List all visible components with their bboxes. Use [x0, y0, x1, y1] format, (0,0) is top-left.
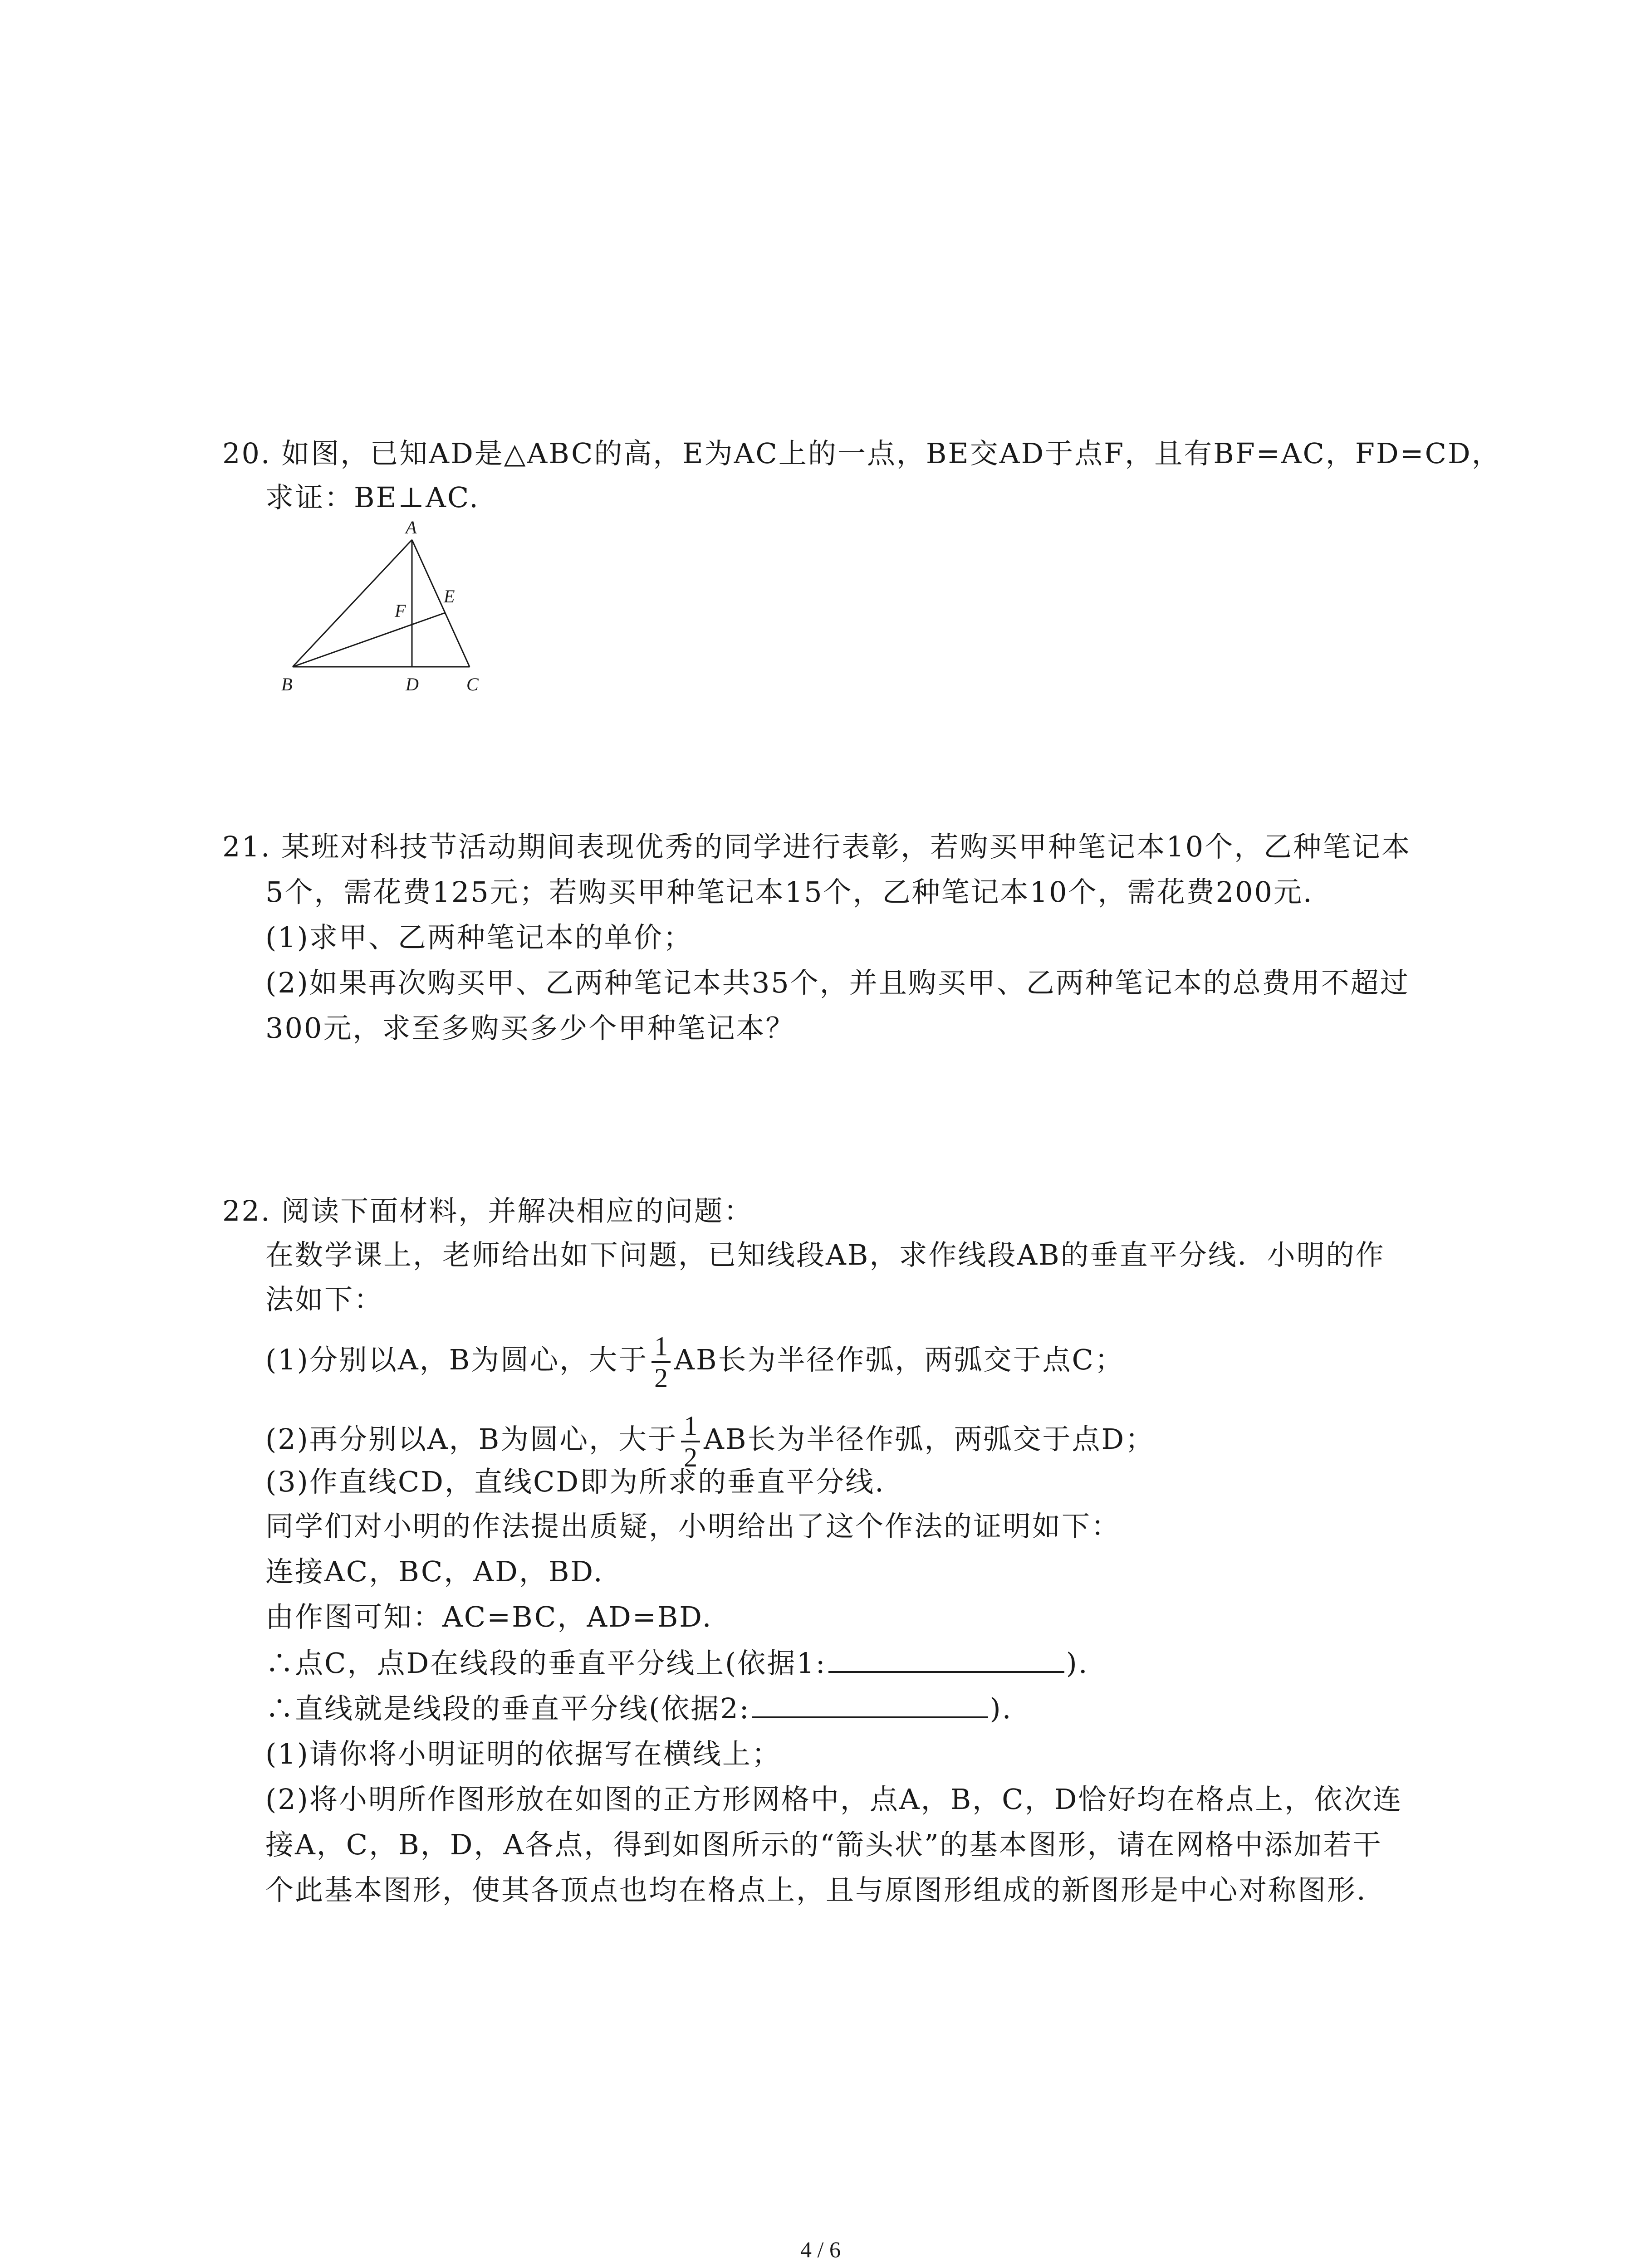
q22-line-7: 同学们对小明的作法提出质疑，小明给出了这个作法的证明如下：	[265, 1510, 1121, 1543]
q22-line-9: 由作图可知：AC=BC，AD=BD.	[265, 1600, 713, 1633]
fraction-one-half	[652, 1331, 671, 1393]
label-a: A	[406, 517, 417, 538]
q22-step-3: (3)作直线CD，直线CD即为所求的垂直平分线.	[265, 1465, 885, 1498]
q22-part-2-line-2: 接A，C，B，D，A各点，得到如图所示的“箭头状”的基本图形，请在网格中添加若干	[265, 1828, 1382, 1861]
answer-blank-2[interactable]	[752, 1691, 988, 1718]
fraction-numerator: 1	[652, 1331, 671, 1363]
fraction-denominator: 2	[654, 1363, 668, 1393]
label-f: F	[395, 601, 406, 621]
triangle-figure	[272, 517, 490, 699]
q22-line-11-text-a: ∴直线就是线段的垂直平分线(依据2:	[265, 1692, 750, 1725]
q22-line-10-text-b: ).	[1066, 1647, 1089, 1680]
label-e: E	[444, 586, 455, 606]
q22-step-2-text-b: AB长为半径作弧，两弧交于点D；	[704, 1422, 1155, 1456]
q21-line-1: 21. 某班对科技节活动期间表现优秀的同学进行表彰，若购买甲种笔记本10个，乙种笔记本	[222, 830, 1411, 863]
fraction-numerator: 1	[681, 1411, 700, 1442]
q20-line-1: 20. 如图，已知AD是△ABC的高，E为AC上的一点，BE交AD于点F，且有BF=AC，FD=CD，	[222, 437, 1501, 470]
answer-blank-1[interactable]	[828, 1646, 1064, 1673]
segment-ab	[293, 540, 412, 667]
q20-line-2: 求证：BE⊥AC.	[265, 481, 480, 514]
q22-line-11	[265, 1688, 1012, 1729]
segment-be	[293, 613, 445, 667]
q22-line-8: 连接AC，BC，AD，BD.	[265, 1555, 604, 1588]
fraction-denominator: 2	[684, 1442, 698, 1472]
q22-step-2-text-a: (2)再分别以A，B为圆心，大于	[265, 1422, 678, 1456]
q22-part-1: (1)请你将小明证明的依据写在横线上；	[265, 1737, 781, 1770]
q22-part-2-line-3: 个此基本图形，使其各顶点也均在格点上，且与原图形组成的新图形是中心对称图形.	[265, 1873, 1367, 1906]
q22-line-11-text-b: ).	[989, 1692, 1013, 1725]
q21-part-2-line-2: 300元，求至多购买多少个甲种笔记本？	[265, 1012, 795, 1045]
q22-part-2-line-1: (2)将小明所作图形放在如图的正方形网格中，点A，B，C，D恰好均在格点上，依次连	[265, 1783, 1403, 1816]
q22-line-2: 在数学课上，老师给出如下问题，已知线段AB，求作线段AB的垂直平分线．小明的作	[265, 1238, 1385, 1271]
q22-line-10-text-a: ∴点C，点D在线段的垂直平分线上(依据1:	[265, 1647, 827, 1680]
label-c: C	[466, 674, 479, 694]
q21-part-1: (1)求甲、乙两种笔记本的单价；	[265, 921, 693, 954]
q22-line-3: 法如下：	[265, 1283, 384, 1316]
q22-line-10	[265, 1643, 1089, 1684]
segment-ac	[412, 540, 470, 667]
q22-step-1-text-a: (1)分别以A，B为圆心，大于	[265, 1343, 648, 1377]
page-number: 4 / 6	[800, 2237, 841, 2262]
q21-line-2: 5个，需花费125元；若购买甲种笔记本15个，乙种笔记本10个，需花费200元.	[265, 875, 1313, 909]
q21-part-2-line-1: (2)如果再次购买甲、乙两种笔记本共35个，并且购买甲、乙两种笔记本的总费用不超过	[265, 966, 1410, 999]
label-b: B	[281, 674, 293, 694]
q22-step-1	[265, 1331, 1124, 1393]
label-d: D	[406, 674, 419, 694]
q22-line-1: 22. 阅读下面材料，并解决相应的问题：	[222, 1194, 754, 1227]
q22-step-1-text-b: AB长为半径作弧，两弧交于点C；	[674, 1343, 1124, 1377]
